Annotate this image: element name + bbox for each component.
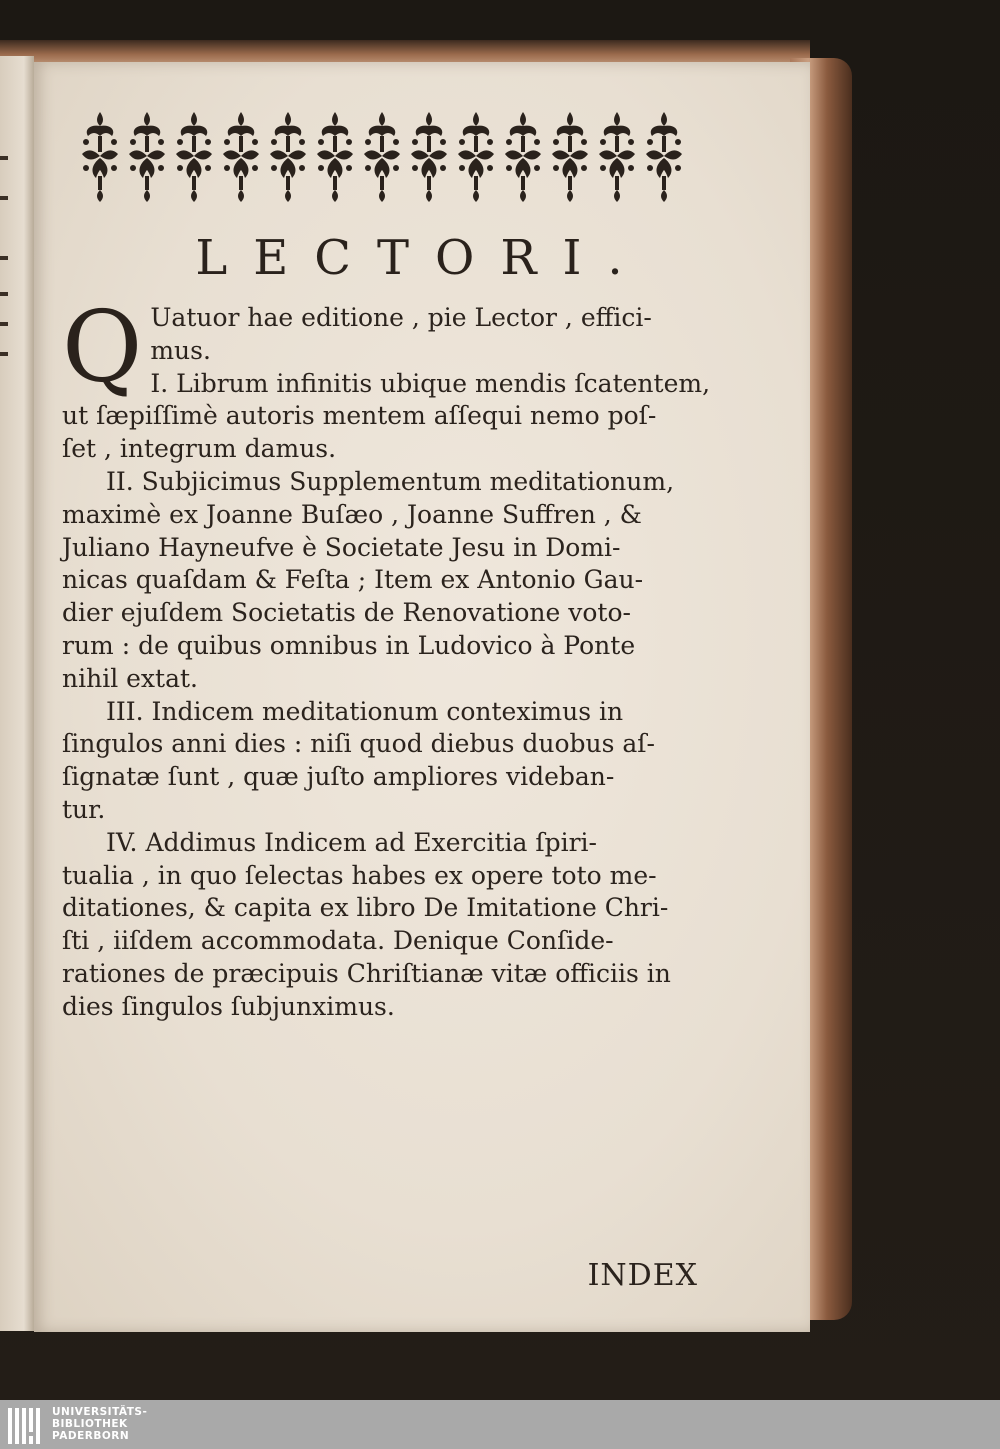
text-line: ſignatæ ſunt , quæ juſto ampliores videban- — [62, 762, 615, 792]
text-line: maximè ex Joanne Buſæo , Joanne Suffren , & — [62, 499, 642, 529]
library-name — [52, 1406, 147, 1442]
left-page-sliver — [0, 56, 34, 1331]
library-footer-bar — [0, 1400, 1000, 1449]
text-line: nihil extat. — [62, 663, 198, 693]
text-line: dies ſingulos ſubjunximus. — [62, 991, 395, 1021]
library-name-line: PADERBORN — [52, 1430, 130, 1442]
catchword: INDEX — [587, 1258, 698, 1293]
text-line: ditationes, & capita ex libro De Imitatione Chri- — [62, 893, 669, 923]
text-line: tur. — [62, 794, 106, 824]
text-line: ſingulos anni dies : niſi quod diebus duobus aſ- — [62, 729, 655, 759]
text-line: tualia , in quo ſelectas habes ex opere toto me- — [62, 860, 657, 890]
ornamental-headpiece — [78, 108, 694, 204]
drop-cap-letter: Q — [62, 291, 143, 405]
text-line: Uatuor hae editione , pie Lector , effici- — [150, 303, 652, 332]
text-line: II. Subjicimus Supplementum meditationum, — [106, 466, 675, 496]
text-line: Juliano Hayneufve è Societate Jesu in Domi- — [62, 532, 621, 562]
book-page — [34, 62, 810, 1332]
body-text — [62, 291, 711, 1024]
text-line: rationes de præcipuis Chriſtianæ vitæ officiis in — [62, 958, 671, 988]
text-line: ſet , integrum damus. — [62, 434, 337, 464]
text-line: rum : de quibus omnibus in Ludovico à Ponte — [62, 630, 636, 660]
text-line: nicas quaſdam & Feſta ; Item ex Antonio Gau- — [62, 565, 644, 595]
text-line: dier ejuſdem Societatis de Renovatione voto- — [62, 598, 631, 628]
page-heading: LECTORI. — [195, 230, 649, 286]
text-line: ut ſæpiſſimè autoris mentem aſſequi nemo poſ- — [62, 401, 657, 431]
text-line: ſti , iiſdem accommodata. Denique Conſide- — [62, 926, 614, 956]
library-name-line: BIBLIOTHEK — [52, 1418, 128, 1430]
text-line: IV. Addimus Indicem ad Exercitia ſpiri- — [106, 827, 598, 857]
text-line: mus. — [150, 335, 211, 365]
library-name-line: UNIVERSITÄTS- — [52, 1406, 148, 1418]
text-line: I. Librum infinitis ubique mendis ſcatentem, — [150, 368, 711, 398]
text-line: III. Indicem meditationum conteximus in — [106, 696, 624, 726]
library-bars-icon — [8, 1406, 48, 1446]
